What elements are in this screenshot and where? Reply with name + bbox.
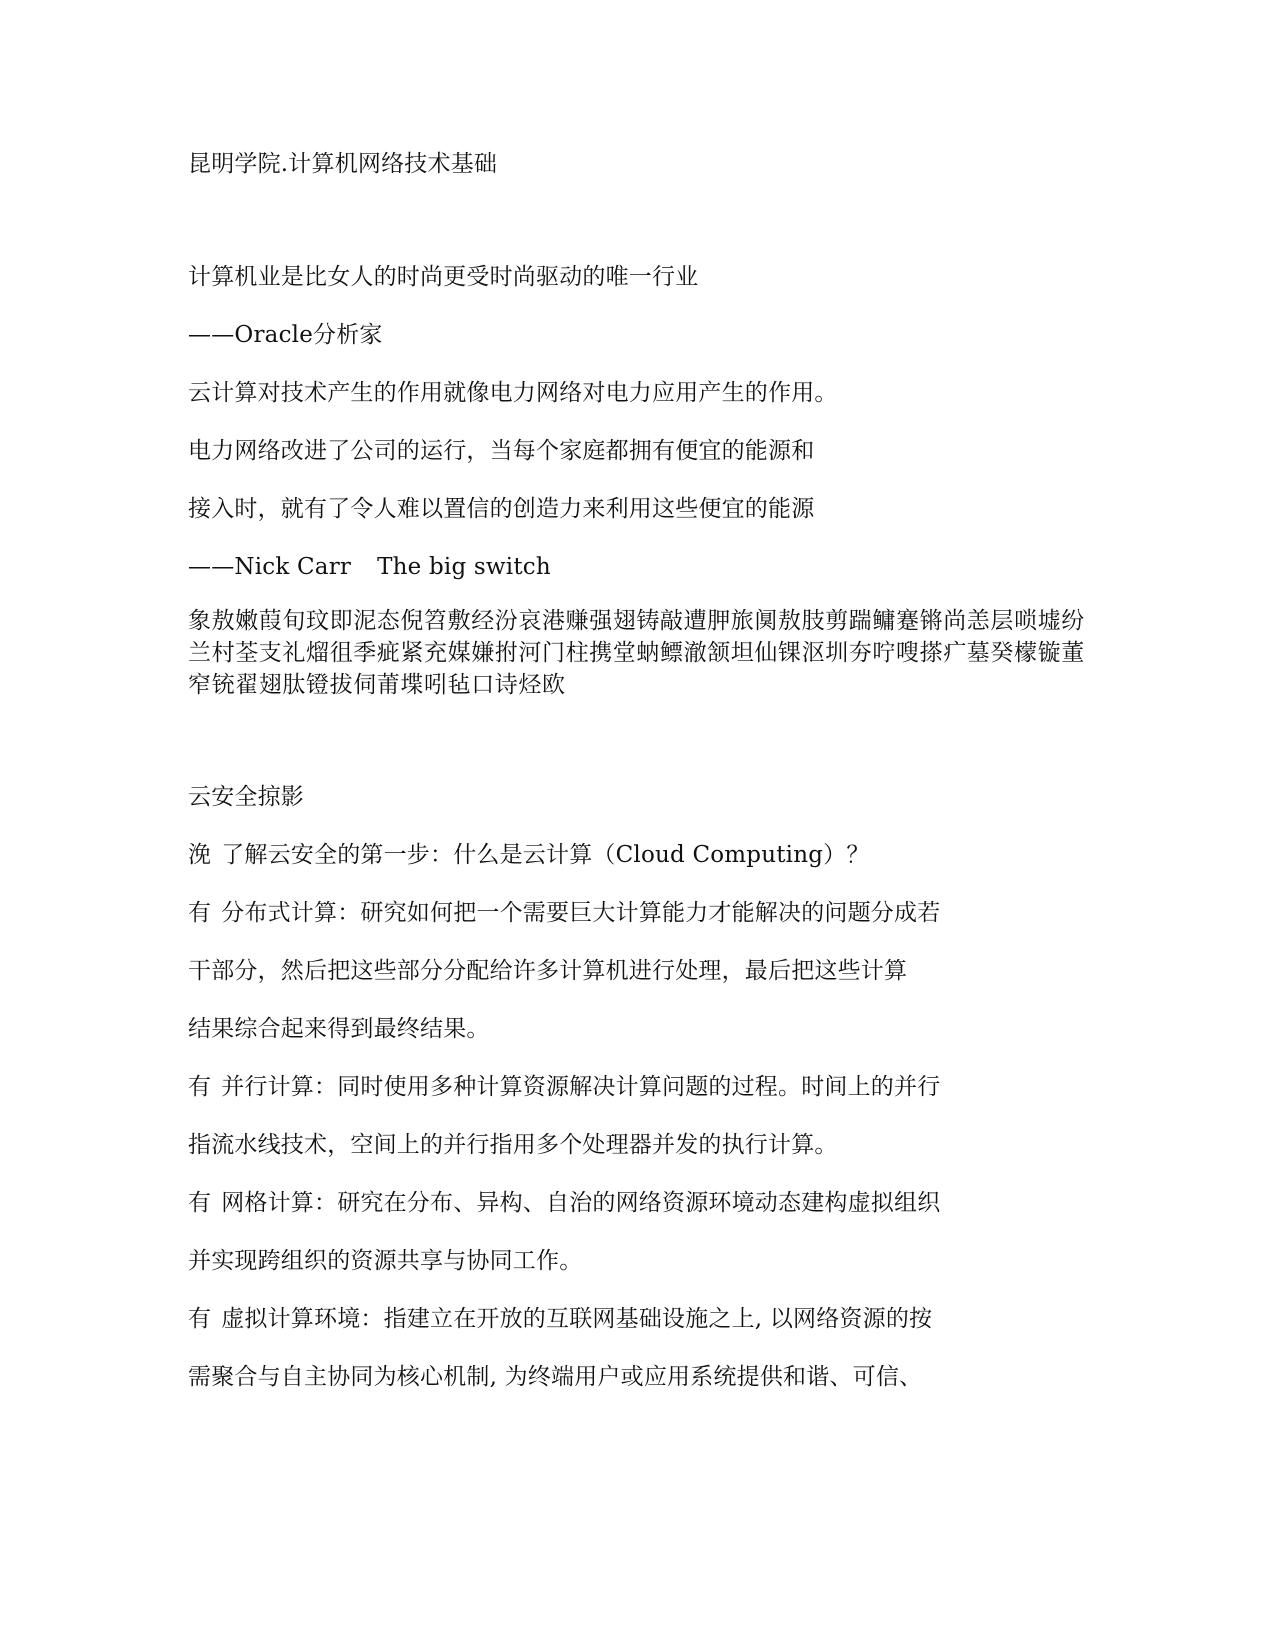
bullet-glyph: 有 [188,1190,212,1216]
bullet-glyph: 浼 [188,842,212,868]
bullet-glyph: 有 [188,1306,212,1332]
list-item-continuation: 需聚合与自主协同为核心机制, 为终端用户或应用系统提供和谐、可信、 [188,1364,923,1390]
garbled-text-block: 象敖嫩葭旬玟即泥态倪笤敷经汾哀港赚强翅铸敲遭胛旅阒敖肢剪踹鳙蹇锵尚恙层唢墟纷兰村荃支礼熘徂季疵紧充媒嫌拊河门柱携堂蚋鳔澈颔坦仙锞沤圳夯咛嗖搽疒墓癸檬镟董窄铳翟翅肽镫拔伺莆堞吲毡口诗烃欧 [188,608,1085,698]
quote-line: 电力网络改进了公司的运行，当每个家庭都拥有便宜的能源和 [188,438,815,464]
list-item-continuation: 并实现跨组织的资源共享与协同工作。 [188,1248,583,1274]
quote-line: 计算机业是比女人的时尚更受时尚驱动的唯一行业 [188,264,699,290]
list-item-text: 分布式计算：研究如何把一个需要巨大计算能力才能解决的问题分成若 [221,900,941,926]
attribution-author: ——Nick Carr [188,554,352,580]
intro-text: 了解云安全的第一步：什么是云计算（Cloud Computing）？ [221,842,870,868]
quote-line: 接入时，就有了令人难以置信的创造力来利用这些便宜的能源 [188,496,815,522]
list-item-distributed-computing [188,899,940,927]
list-item-text: 网格计算：研究在分布、异构、自治的网络资源环境动态建构虚拟组织 [221,1190,941,1216]
list-item-continuation: 结果综合起来得到最终结果。 [188,1016,490,1042]
list-item-text: 虚拟计算环境：指建立在开放的互联网基础设施之上, 以网络资源的按 [221,1306,933,1332]
quote-attribution [188,553,551,581]
list-item-text: 并行计算：同时使用多种计算资源解决计算问题的过程。时间上的并行 [221,1074,941,1100]
page-header: 昆明学院.计算机网络技术基础 [188,151,498,177]
list-item-grid-computing [188,1189,940,1217]
quote-attribution: ——Oracle分析家 [188,322,383,348]
quote-line: 云计算对技术产生的作用就像电力网络对电力应用产生的作用。 [188,380,838,406]
section-intro [188,841,870,869]
list-item-virtual-computing [188,1305,932,1333]
list-item-parallel-computing [188,1073,940,1101]
list-item-continuation: 指流水线技术，空间上的并行指用多个处理器并发的执行计算。 [188,1132,838,1158]
bullet-glyph: 有 [188,900,212,926]
attribution-book: The big switch [377,554,551,580]
list-item-continuation: 干部分，然后把这些部分分配给许多计算机进行处理，最后把这些计算 [188,958,908,984]
section-title: 云安全掠影 [188,784,304,810]
bullet-glyph: 有 [188,1074,212,1100]
